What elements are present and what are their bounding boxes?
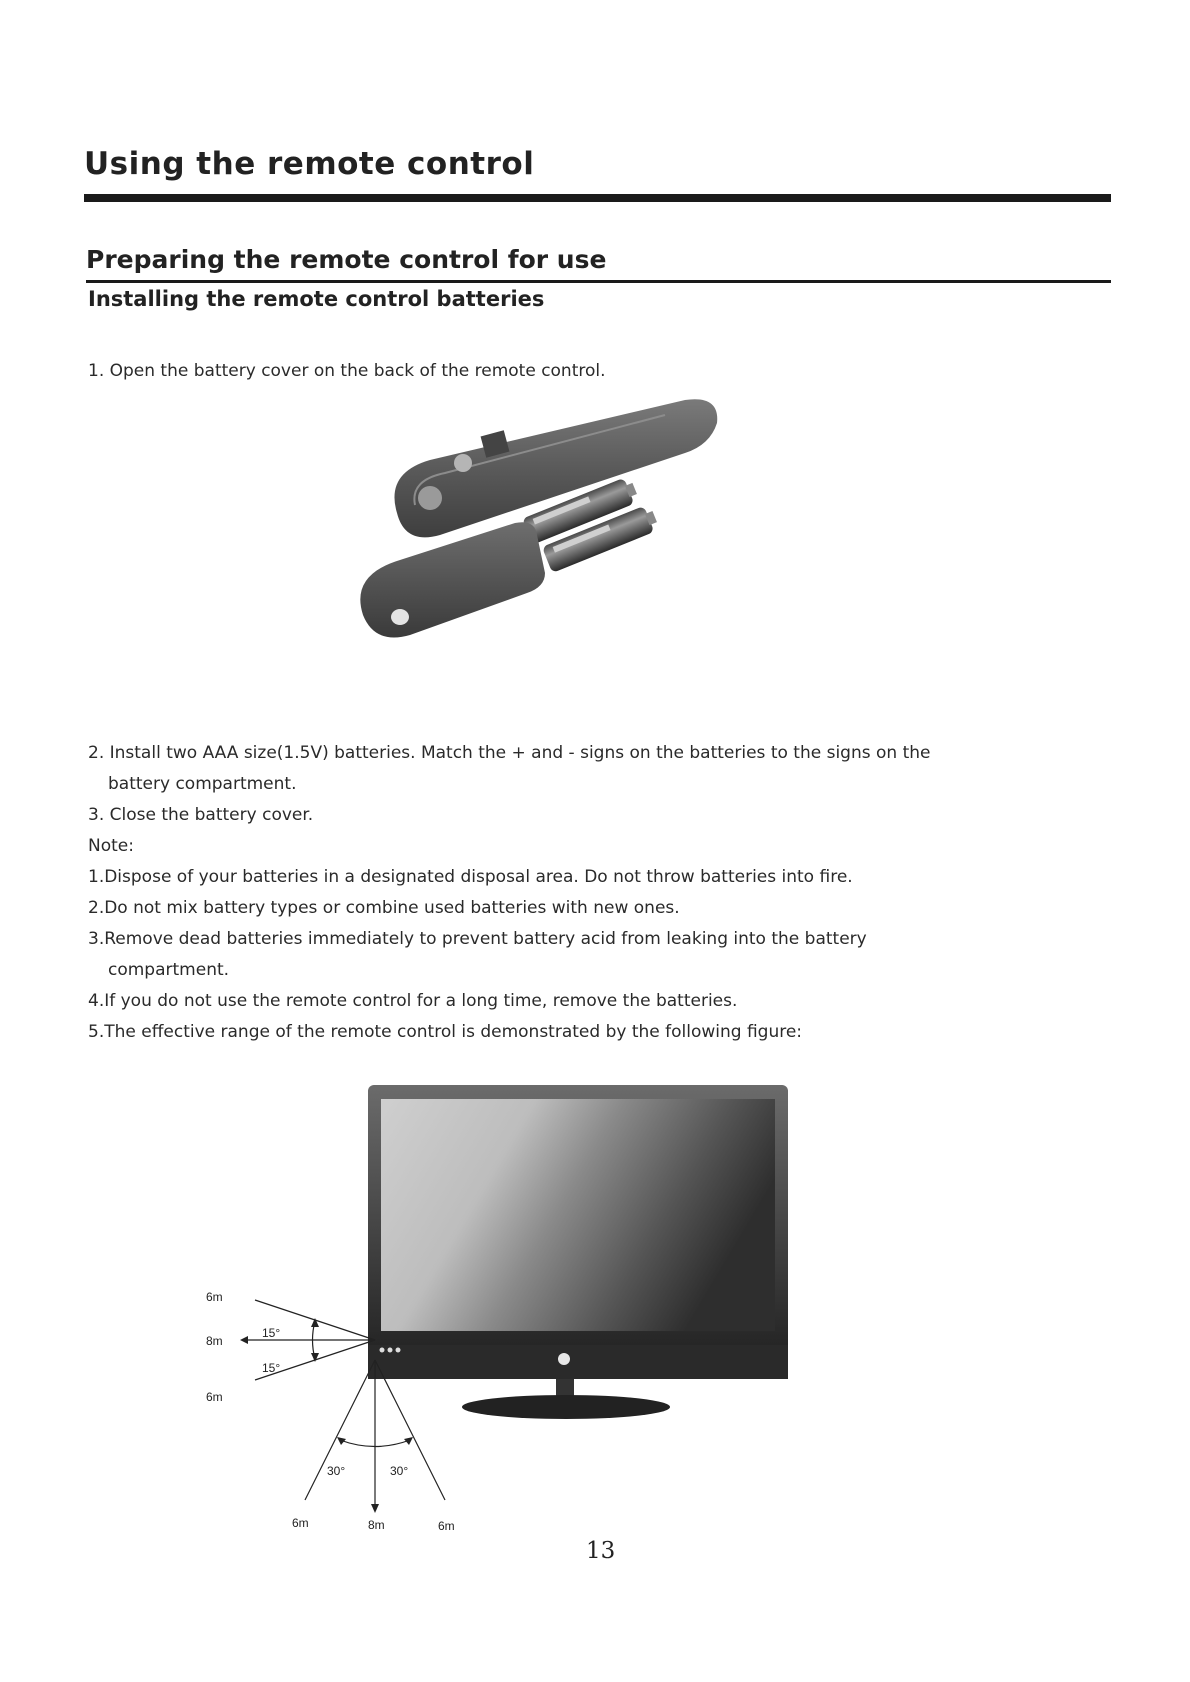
label-angle-right: 30° [390, 1464, 409, 1478]
step-2-line-1: 2. Install two AAA size(1.5V) batteries. Match the + and - signs on the batteries to the signs on the [88, 743, 931, 763]
step-3: 3. Close the battery cover. [88, 805, 314, 825]
page-title: Using the remote control [84, 146, 535, 182]
note-1: 1.Dispose of your batteries in a designated disposal area. Do not throw batteries into fire. [88, 867, 853, 887]
section-title: Preparing the remote control for use [86, 245, 607, 274]
label-center-8m: 8m [206, 1334, 223, 1348]
subsection-title: Installing the remote control batteries [88, 287, 545, 311]
label-angle-left: 30° [327, 1464, 346, 1478]
label-angle-top: 15° [262, 1326, 281, 1340]
label-angle-bottom: 15° [262, 1361, 281, 1375]
label-right-6m: 6m [438, 1519, 455, 1533]
label-top-6m: 6m [206, 1290, 223, 1304]
label-left-6m: 6m [292, 1516, 309, 1530]
tv-screen [381, 1099, 775, 1331]
page-number: 13 [586, 1538, 616, 1564]
note-3-line-2: compartment. [108, 960, 230, 980]
label-center-8m-v: 8m [368, 1518, 385, 1532]
note-5: 5.The effective range of the remote control is demonstrated by the following figure: [88, 1022, 803, 1042]
note-4: 4.If you do not use the remote control for a long time, remove the batteries. [88, 991, 738, 1011]
label-bottom-6m: 6m [206, 1390, 223, 1404]
note-3-line-1: 3.Remove dead batteries immediately to prevent battery acid from leaking into the battery [88, 929, 867, 949]
remote-range-figure [200, 1075, 800, 1535]
remote-batteries-illustration [355, 395, 765, 695]
step-1: 1. Open the battery cover on the back of the remote control. [88, 361, 606, 381]
step-2-line-2: battery compartment. [108, 774, 297, 794]
title-rule [84, 194, 1111, 202]
note-label: Note: [88, 836, 134, 856]
section-rule [86, 280, 1111, 283]
note-2: 2.Do not mix battery types or combine used batteries with new ones. [88, 898, 680, 918]
